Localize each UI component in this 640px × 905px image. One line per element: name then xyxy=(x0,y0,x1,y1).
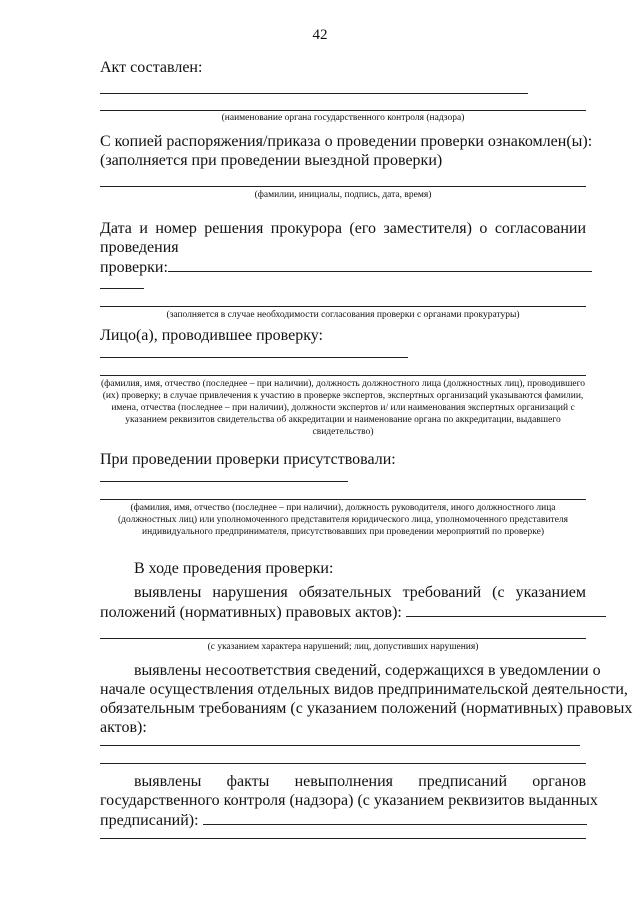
caption-violations: (с указанием характера нарушений; лиц, допустивших нарушения) xyxy=(207,642,479,652)
person-line-1[interactable] xyxy=(100,357,408,358)
caption-names: (фамилии, инициалы, подпись, дата, время) xyxy=(254,190,432,200)
copy-order-line-2: (заполняется при проведении выездной проверки) xyxy=(100,152,443,169)
act-composed-label: Акт составлен: xyxy=(100,59,203,76)
mismatch-line-2: начале осуществления отдельных видов предпринимательской деятельности, xyxy=(100,681,628,698)
prosecutor-line-1: Дата и номер решения прокурора (его заместителя) о согласовании xyxy=(100,220,586,237)
mismatch-line-3: обязательным требованиям (с указанием положений (нормативных) правовых xyxy=(100,700,633,717)
mismatch-line-1: выявлены несоответствия сведений, содержащихся в уведомлении о xyxy=(134,662,601,679)
prosecutor-date-field[interactable] xyxy=(168,257,592,272)
violations-line-2: положений (нормативных) правовых актов): xyxy=(100,604,402,621)
prosecutor-line-2: проведения xyxy=(100,239,179,256)
facts-line[interactable] xyxy=(100,838,586,839)
present-line-1[interactable] xyxy=(100,481,348,482)
caption-org: (наименование органа государственного контроля (надзора) xyxy=(221,113,465,123)
facts-line-2: государственного контроля (надзора) (с указанием реквизитов выданных xyxy=(100,792,598,809)
page-number: 42 xyxy=(312,27,328,43)
act-composed-line-1[interactable] xyxy=(100,93,528,94)
violations-line-2-row xyxy=(100,602,606,622)
violations-line[interactable] xyxy=(100,638,586,639)
caption-person: (фамилия, имя, отчество (последнее – при наличии), должность должностного лица (должностных лиц), проводившего (их) проверку; в случае привлечения к участию в проверке экспертов, экспертных организаций указываются фамилии, имена, отчества (последнее – при наличии), должности экспертов и/ или наименования экспертных организаций с указанием реквизитов свидетельства об аккредитации и наименование органа по аккредитации, выдавшего свидетельство) xyxy=(100,379,586,437)
prosecutor-full-line[interactable] xyxy=(100,306,586,307)
mismatch-field-2[interactable] xyxy=(100,763,586,764)
caption-prosecutor: (заполняется в случае необходимости согласования проверки с органами прокуратуры) xyxy=(166,310,520,320)
mismatch-line-4: актов): xyxy=(100,719,147,736)
present-label: При проведении проверки присутствовали: xyxy=(100,451,396,468)
during-check-label: В ходе проведения проверки: xyxy=(134,560,334,577)
person-label: Лицо(а), проводившее проверку: xyxy=(100,327,323,344)
prosecutor-short-line[interactable] xyxy=(100,288,144,289)
caption-present: (фамилия, имя, отчество (последнее – при наличии), должность руководителя, иного должностного лица (должностных лиц) или уполномоченного представителя юридического лица, уполномоченного представителя индивидуального предпринимателя, присутствовавших при проведении мероприятий по проверке) xyxy=(117,503,569,537)
mismatch-field-1[interactable] xyxy=(100,745,580,746)
facts-field[interactable] xyxy=(203,810,587,825)
facts-line-3: предписаний): xyxy=(100,812,199,829)
act-composed-line-2[interactable] xyxy=(100,110,586,111)
prosecutor-line-3-row xyxy=(100,257,592,277)
facts-line-3-row xyxy=(100,810,587,830)
violations-line-1: выявлены нарушения обязательных требований (с указанием xyxy=(134,584,586,601)
prosecutor-line-3: проверки: xyxy=(100,259,168,276)
copy-order-line-1: С копией распоряжения/приказа о проведении проверки ознакомлен(ы): xyxy=(100,133,593,150)
copy-order-line[interactable] xyxy=(100,186,586,187)
present-line-2[interactable] xyxy=(100,499,586,500)
person-line-2[interactable] xyxy=(100,375,586,376)
violations-field[interactable] xyxy=(406,602,606,617)
facts-line-1: выявлены факты невыполнения предписаний органов xyxy=(134,773,586,790)
